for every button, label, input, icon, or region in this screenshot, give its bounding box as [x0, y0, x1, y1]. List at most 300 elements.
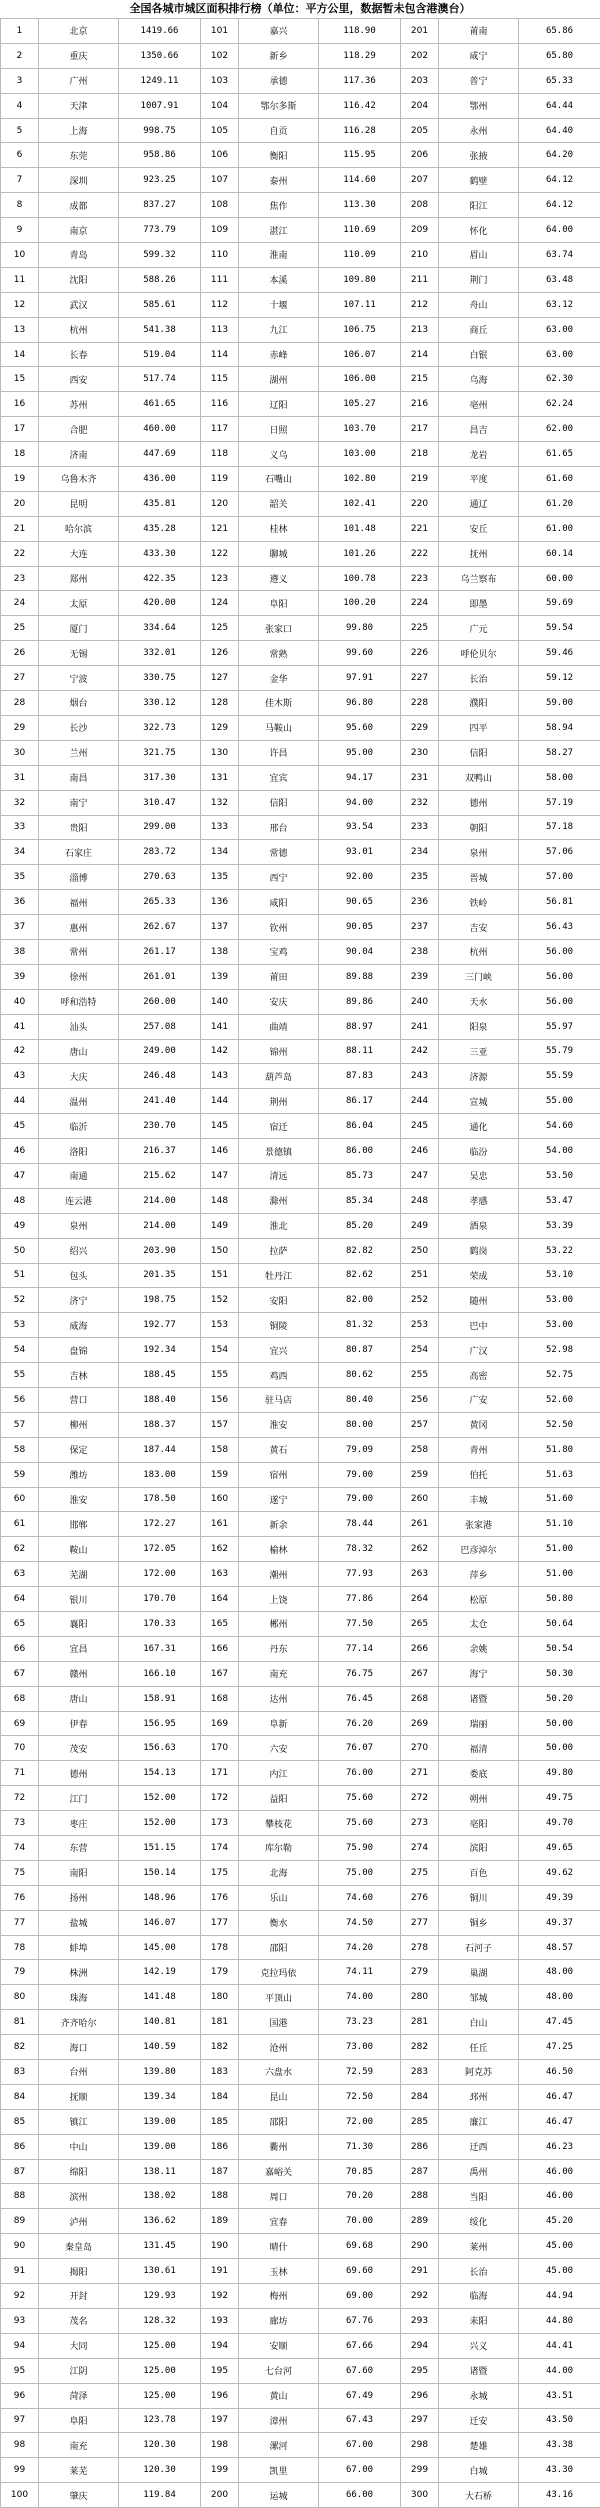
- cell-rank: 88: [1, 2184, 39, 2209]
- cell-rank: 276: [401, 1885, 439, 1910]
- cell-rank: 12: [1, 292, 39, 317]
- cell-rank: 34: [1, 840, 39, 865]
- table-row: [1, 243, 600, 268]
- cell-area: 54.60: [519, 1114, 600, 1139]
- cell-city: 巴中: [439, 1313, 519, 1338]
- cell-area: 50.30: [519, 1661, 600, 1686]
- cell-city: 嘉峪关: [239, 2159, 319, 2184]
- cell-city: 佳木斯: [239, 691, 319, 716]
- cell-city: 阿克苏: [439, 2060, 519, 2085]
- cell-city: 永城: [439, 2383, 519, 2408]
- cell-area: 109.80: [319, 267, 401, 292]
- cell-city: 瑞丽: [439, 1711, 519, 1736]
- table-row: [1, 1313, 600, 1338]
- cell-rank: 234: [401, 840, 439, 865]
- cell-rank: 83: [1, 2060, 39, 2085]
- cell-area: 110.69: [319, 218, 401, 243]
- cell-rank: 185: [201, 2109, 239, 2134]
- cell-rank: 255: [401, 1363, 439, 1388]
- cell-rank: 71: [1, 1761, 39, 1786]
- table-row: [1, 2134, 600, 2159]
- cell-city: 芜湖: [39, 1562, 119, 1587]
- cell-city: 当阳: [439, 2184, 519, 2209]
- cell-area: 75.00: [319, 1860, 401, 1885]
- cell-rank: 32: [1, 790, 39, 815]
- cell-rank: 224: [401, 591, 439, 616]
- cell-area: 61.20: [519, 491, 600, 516]
- cell-rank: 248: [401, 1188, 439, 1213]
- cell-area: 215.62: [119, 1163, 201, 1188]
- cell-area: 72.00: [319, 2109, 401, 2134]
- table-row: [1, 1636, 600, 1661]
- cell-city: 金华: [239, 666, 319, 691]
- cell-area: 142.19: [119, 1960, 201, 1985]
- cell-area: 77.86: [319, 1587, 401, 1612]
- cell-area: 123.78: [119, 2408, 201, 2433]
- cell-rank: 290: [401, 2234, 439, 2259]
- cell-city: 昆明: [39, 491, 119, 516]
- cell-rank: 138: [201, 939, 239, 964]
- table-row: [1, 1512, 600, 1537]
- cell-city: 安阳: [239, 1288, 319, 1313]
- cell-area: 60.00: [519, 566, 600, 591]
- cell-rank: 279: [401, 1960, 439, 1985]
- table-row: [1, 1811, 600, 1836]
- cell-rank: 291: [401, 2259, 439, 2284]
- cell-area: 519.04: [119, 342, 201, 367]
- cell-area: 214.00: [119, 1188, 201, 1213]
- cell-city: 商丘: [439, 317, 519, 342]
- cell-area: 172.00: [119, 1562, 201, 1587]
- cell-city: 景德镇: [239, 1139, 319, 1164]
- cell-rank: 283: [401, 2060, 439, 2085]
- cell-rank: 254: [401, 1338, 439, 1363]
- table-row: [1, 989, 600, 1014]
- cell-area: 183.00: [119, 1462, 201, 1487]
- cell-rank: 207: [401, 168, 439, 193]
- cell-rank: 37: [1, 915, 39, 940]
- cell-city: 海口: [39, 2035, 119, 2060]
- cell-rank: 297: [401, 2408, 439, 2433]
- cell-rank: 220: [401, 491, 439, 516]
- cell-city: 辽阳: [239, 392, 319, 417]
- table-row: [1, 2035, 600, 2060]
- cell-city: 莱州: [439, 2234, 519, 2259]
- cell-rank: 184: [201, 2084, 239, 2109]
- cell-rank: 228: [401, 691, 439, 716]
- cell-rank: 22: [1, 541, 39, 566]
- cell-rank: 51: [1, 1263, 39, 1288]
- cell-city: 莆田: [239, 964, 319, 989]
- cell-rank: 233: [401, 815, 439, 840]
- cell-city: 天水: [439, 989, 519, 1014]
- cell-city: 台州: [39, 2060, 119, 2085]
- cell-rank: 281: [401, 2010, 439, 2035]
- cell-city: 茂名: [39, 2308, 119, 2333]
- cell-city: 阳江: [439, 193, 519, 218]
- table-row: [1, 740, 600, 765]
- cell-rank: 43: [1, 1064, 39, 1089]
- cell-city: 阜新: [239, 1711, 319, 1736]
- cell-area: 99.80: [319, 616, 401, 641]
- cell-city: 诸暨: [439, 2358, 519, 2383]
- cell-city: 信阳: [239, 790, 319, 815]
- cell-area: 49.70: [519, 1811, 600, 1836]
- cell-area: 50.80: [519, 1587, 600, 1612]
- cell-rank: 172: [201, 1786, 239, 1811]
- cell-city: 洛阳: [39, 1139, 119, 1164]
- cell-rank: 118: [201, 442, 239, 467]
- cell-rank: 212: [401, 292, 439, 317]
- cell-city: 茂安: [39, 1736, 119, 1761]
- cell-area: 48.57: [519, 1935, 600, 1960]
- cell-rank: 270: [401, 1736, 439, 1761]
- cell-area: 158.91: [119, 1686, 201, 1711]
- cell-area: 73.23: [319, 2010, 401, 2035]
- cell-area: 67.76: [319, 2308, 401, 2333]
- cell-area: 433.30: [119, 541, 201, 566]
- cell-rank: 49: [1, 1213, 39, 1238]
- cell-area: 58.27: [519, 740, 600, 765]
- cell-city: 青州: [439, 1437, 519, 1462]
- cell-rank: 202: [401, 43, 439, 68]
- cell-rank: 193: [201, 2308, 239, 2333]
- cell-area: 148.96: [119, 1885, 201, 1910]
- table-row: [1, 1935, 600, 1960]
- cell-rank: 101: [201, 19, 239, 44]
- cell-city: 福州: [39, 890, 119, 915]
- cell-city: 张掖: [439, 143, 519, 168]
- cell-city: 抚顺: [39, 2084, 119, 2109]
- cell-city: 驻马店: [239, 1387, 319, 1412]
- table-row: [1, 1188, 600, 1213]
- cell-area: 93.54: [319, 815, 401, 840]
- cell-rank: 62: [1, 1537, 39, 1562]
- cell-area: 156.95: [119, 1711, 201, 1736]
- cell-rank: 27: [1, 666, 39, 691]
- table-row: [1, 840, 600, 865]
- cell-area: 47.45: [519, 2010, 600, 2035]
- cell-area: 103.00: [319, 442, 401, 467]
- cell-area: 53.00: [519, 1313, 600, 1338]
- cell-rank: 133: [201, 815, 239, 840]
- cell-city: 淮南: [239, 243, 319, 268]
- cell-area: 60.14: [519, 541, 600, 566]
- cell-area: 101.26: [319, 541, 401, 566]
- cell-area: 48.00: [519, 1985, 600, 2010]
- table-row: [1, 765, 600, 790]
- cell-rank: 273: [401, 1811, 439, 1836]
- cell-area: 192.34: [119, 1338, 201, 1363]
- cell-city: 衢州: [239, 2134, 319, 2159]
- cell-area: 63.00: [519, 317, 600, 342]
- cell-area: 102.80: [319, 467, 401, 492]
- cell-city: 潍坊: [39, 1462, 119, 1487]
- ranking-table: [0, 18, 600, 2508]
- cell-rank: 131: [201, 765, 239, 790]
- cell-area: 107.11: [319, 292, 401, 317]
- cell-rank: 286: [401, 2134, 439, 2159]
- cell-area: 76.75: [319, 1661, 401, 1686]
- cell-area: 82.82: [319, 1238, 401, 1263]
- cell-rank: 300: [401, 2483, 439, 2508]
- cell-rank: 285: [401, 2109, 439, 2134]
- cell-rank: 296: [401, 2383, 439, 2408]
- cell-rank: 190: [201, 2234, 239, 2259]
- cell-city: 上饶: [239, 1587, 319, 1612]
- cell-area: 55.79: [519, 1039, 600, 1064]
- table-row: [1, 43, 600, 68]
- cell-area: 214.00: [119, 1213, 201, 1238]
- table-row: [1, 1711, 600, 1736]
- cell-area: 95.00: [319, 740, 401, 765]
- cell-area: 76.20: [319, 1711, 401, 1736]
- cell-area: 55.97: [519, 1014, 600, 1039]
- cell-area: 64.12: [519, 193, 600, 218]
- cell-rank: 222: [401, 541, 439, 566]
- cell-area: 59.54: [519, 616, 600, 641]
- cell-area: 52.98: [519, 1338, 600, 1363]
- cell-area: 54.00: [519, 1139, 600, 1164]
- cell-area: 56.00: [519, 964, 600, 989]
- cell-area: 49.62: [519, 1860, 600, 1885]
- cell-area: 203.90: [119, 1238, 201, 1263]
- cell-area: 45.20: [519, 2209, 600, 2234]
- cell-area: 63.00: [519, 342, 600, 367]
- cell-area: 246.48: [119, 1064, 201, 1089]
- cell-area: 139.34: [119, 2084, 201, 2109]
- cell-rank: 178: [201, 1935, 239, 1960]
- cell-area: 65.80: [519, 43, 600, 68]
- cell-city: 亳州: [439, 392, 519, 417]
- cell-city: 张家口: [239, 616, 319, 641]
- cell-area: 46.23: [519, 2134, 600, 2159]
- cell-area: 85.34: [319, 1188, 401, 1213]
- cell-rank: 100: [1, 2483, 39, 2508]
- table-row: [1, 2358, 600, 2383]
- cell-area: 75.90: [319, 1836, 401, 1861]
- cell-rank: 169: [201, 1711, 239, 1736]
- cell-rank: 120: [201, 491, 239, 516]
- cell-area: 86.00: [319, 1139, 401, 1164]
- cell-city: 鹤壁: [439, 168, 519, 193]
- cell-area: 53.22: [519, 1238, 600, 1263]
- table-row: [1, 566, 600, 591]
- cell-area: 330.12: [119, 691, 201, 716]
- cell-city: 大石桥: [439, 2483, 519, 2508]
- cell-rank: 107: [201, 168, 239, 193]
- cell-city: 东营: [39, 1836, 119, 1861]
- cell-city: 连云港: [39, 1188, 119, 1213]
- cell-city: 宿迁: [239, 1114, 319, 1139]
- cell-rank: 213: [401, 317, 439, 342]
- cell-area: 517.74: [119, 367, 201, 392]
- table-row: [1, 342, 600, 367]
- cell-rank: 47: [1, 1163, 39, 1188]
- cell-area: 95.60: [319, 715, 401, 740]
- cell-city: 大连: [39, 541, 119, 566]
- cell-area: 101.48: [319, 516, 401, 541]
- cell-city: 太仓: [439, 1612, 519, 1637]
- cell-area: 447.69: [119, 442, 201, 467]
- cell-city: 国港: [239, 2010, 319, 2035]
- cell-area: 44.00: [519, 2358, 600, 2383]
- cell-rank: 103: [201, 68, 239, 93]
- cell-city: 伊春: [39, 1711, 119, 1736]
- cell-area: 58.94: [519, 715, 600, 740]
- cell-city: 清远: [239, 1163, 319, 1188]
- table-row: [1, 267, 600, 292]
- cell-area: 46.00: [519, 2159, 600, 2184]
- cell-area: 773.79: [119, 218, 201, 243]
- cell-city: 廊坊: [239, 2308, 319, 2333]
- cell-area: 62.24: [519, 392, 600, 417]
- cell-area: 64.44: [519, 93, 600, 118]
- cell-rank: 54: [1, 1338, 39, 1363]
- cell-area: 139.00: [119, 2134, 201, 2159]
- table-row: [1, 292, 600, 317]
- cell-area: 90.65: [319, 890, 401, 915]
- cell-rank: 13: [1, 317, 39, 342]
- cell-city: 乐山: [239, 1885, 319, 1910]
- cell-city: 随州: [439, 1288, 519, 1313]
- cell-rank: 287: [401, 2159, 439, 2184]
- table-row: [1, 143, 600, 168]
- cell-city: 常州: [39, 939, 119, 964]
- cell-city: 德州: [439, 790, 519, 815]
- table-row: [1, 1387, 600, 1412]
- cell-rank: 218: [401, 442, 439, 467]
- cell-rank: 167: [201, 1661, 239, 1686]
- cell-rank: 165: [201, 1612, 239, 1637]
- cell-area: 78.32: [319, 1537, 401, 1562]
- cell-city: 拉萨: [239, 1238, 319, 1263]
- cell-city: 南阳: [39, 1860, 119, 1885]
- cell-city: 韶关: [239, 491, 319, 516]
- cell-rank: 295: [401, 2358, 439, 2383]
- cell-rank: 210: [401, 243, 439, 268]
- cell-city: 赣州: [39, 1661, 119, 1686]
- cell-city: 广元: [439, 616, 519, 641]
- cell-rank: 268: [401, 1686, 439, 1711]
- cell-rank: 38: [1, 939, 39, 964]
- cell-area: 63.74: [519, 243, 600, 268]
- cell-city: 咸阳: [239, 890, 319, 915]
- cell-area: 62.30: [519, 367, 600, 392]
- cell-city: 扬州: [39, 1885, 119, 1910]
- cell-rank: 5: [1, 118, 39, 143]
- table-row: [1, 442, 600, 467]
- table-row: [1, 1412, 600, 1437]
- cell-area: 46.47: [519, 2109, 600, 2134]
- cell-city: 海宁: [439, 1661, 519, 1686]
- cell-area: 56.43: [519, 915, 600, 940]
- cell-area: 89.86: [319, 989, 401, 1014]
- cell-rank: 111: [201, 267, 239, 292]
- cell-city: 柳州: [39, 1412, 119, 1437]
- cell-rank: 257: [401, 1412, 439, 1437]
- cell-city: 六盘水: [239, 2060, 319, 2085]
- cell-rank: 264: [401, 1587, 439, 1612]
- cell-area: 85.20: [319, 1213, 401, 1238]
- cell-area: 56.00: [519, 939, 600, 964]
- cell-city: 呼和浩特: [39, 989, 119, 1014]
- cell-rank: 177: [201, 1910, 239, 1935]
- cell-area: 55.00: [519, 1089, 600, 1114]
- table-row: [1, 616, 600, 641]
- cell-city: 威海: [39, 1313, 119, 1338]
- cell-rank: 153: [201, 1313, 239, 1338]
- cell-rank: 143: [201, 1064, 239, 1089]
- cell-area: 110.09: [319, 243, 401, 268]
- cell-rank: 245: [401, 1114, 439, 1139]
- cell-area: 43.51: [519, 2383, 600, 2408]
- cell-area: 100.78: [319, 566, 401, 591]
- cell-area: 94.17: [319, 765, 401, 790]
- cell-area: 51.10: [519, 1512, 600, 1537]
- cell-area: 270.63: [119, 865, 201, 890]
- cell-area: 167.31: [119, 1636, 201, 1661]
- table-row: [1, 2284, 600, 2309]
- cell-area: 61.65: [519, 442, 600, 467]
- cell-city: 丹东: [239, 1636, 319, 1661]
- cell-area: 241.40: [119, 1089, 201, 1114]
- cell-city: 安顺: [239, 2333, 319, 2358]
- cell-rank: 240: [401, 989, 439, 1014]
- table-row: [1, 1960, 600, 1985]
- cell-area: 67.00: [319, 2433, 401, 2458]
- cell-rank: 231: [401, 765, 439, 790]
- table-row: [1, 1363, 600, 1388]
- cell-city: 徐州: [39, 964, 119, 989]
- cell-area: 93.01: [319, 840, 401, 865]
- cell-rank: 106: [201, 143, 239, 168]
- cell-area: 334.64: [119, 616, 201, 641]
- cell-city: 安庆: [239, 989, 319, 1014]
- cell-rank: 227: [401, 666, 439, 691]
- cell-rank: 122: [201, 541, 239, 566]
- cell-city: 盐城: [39, 1910, 119, 1935]
- cell-city: 白山: [439, 2010, 519, 2035]
- cell-area: 74.50: [319, 1910, 401, 1935]
- cell-city: 诸暨: [439, 1686, 519, 1711]
- cell-rank: 173: [201, 1811, 239, 1836]
- table-row: [1, 2084, 600, 2109]
- cell-city: 铜乡: [439, 1910, 519, 1935]
- cell-rank: 59: [1, 1462, 39, 1487]
- cell-city: 湖州: [239, 367, 319, 392]
- cell-city: 黄冈: [439, 1412, 519, 1437]
- cell-area: 78.44: [319, 1512, 401, 1537]
- cell-city: 鞍山: [39, 1537, 119, 1562]
- cell-rank: 272: [401, 1786, 439, 1811]
- table-row: [1, 1338, 600, 1363]
- table-row: [1, 68, 600, 93]
- cell-rank: 17: [1, 417, 39, 442]
- cell-city: 白城: [439, 2458, 519, 2483]
- cell-area: 113.30: [319, 193, 401, 218]
- cell-city: 丰城: [439, 1487, 519, 1512]
- cell-city: 济宁: [39, 1288, 119, 1313]
- table-row: [1, 467, 600, 492]
- cell-area: 1419.66: [119, 19, 201, 44]
- cell-area: 49.37: [519, 1910, 600, 1935]
- cell-area: 138.11: [119, 2159, 201, 2184]
- cell-rank: 126: [201, 641, 239, 666]
- cell-city: 七台河: [239, 2358, 319, 2383]
- cell-city: 滨州: [39, 2184, 119, 2209]
- cell-area: 125.00: [119, 2383, 201, 2408]
